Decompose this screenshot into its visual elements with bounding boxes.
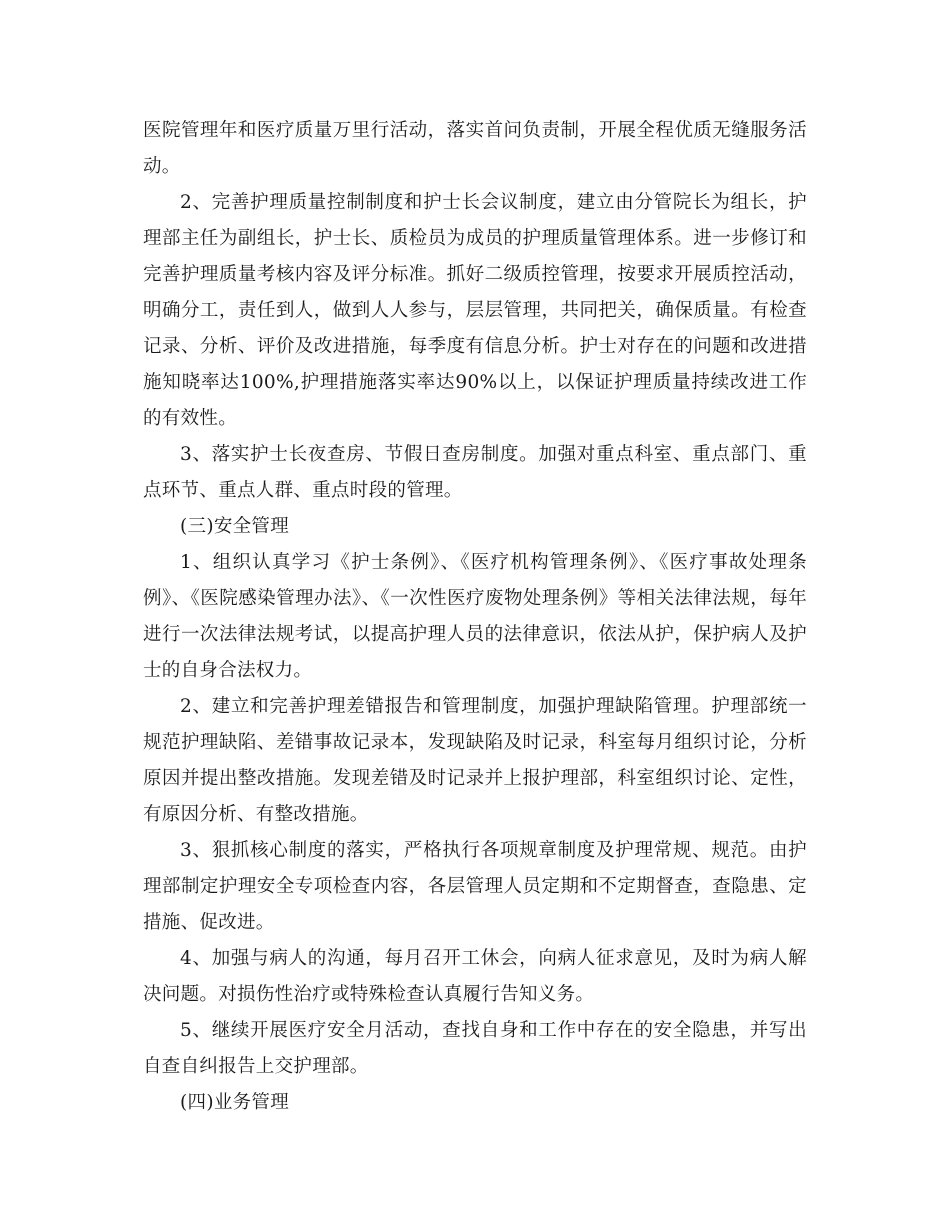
paragraph-item-3: 3、落实护士长夜查房、节假日查房制度。加强对重点科室、重点部门、重点环节、重点人群、重点时段的管理。 (143, 444, 807, 501)
paragraph-safety-4: 4、加强与病人的沟通，每月召开工休会，向病人征求意见，及时为病人解决问题。对损伤性治疗或特殊检查认真履行告知义务。 (143, 948, 807, 1005)
paragraph-safety-2: 2、建立和完善护理差错报告和管理制度，加强护理缺陷管理。护理部统一规范护理缺陷、差错事故记录本，发现缺陷及时记录，科室每月组织讨论，分析原因并提出整改措施。发现差错及时记录并上报护理部，科室组织讨论、定性，有原因分析、有整改措施。 (143, 696, 807, 825)
paragraph-safety-5: 5、继续开展医疗安全月活动，查找自身和工作中存在的安全隐患，并写出自查自纠报告上交护理部。 (143, 1020, 807, 1077)
paragraph-safety-1: 1、组织认真学习《护士条例》、《医疗机构管理条例》、《医疗事故处理条例》、《医院感染管理办法》、《一次性医疗废物处理条例》等相关法律法规，每年进行一次法律法规考试，以提高护理人员的法律意识，依法从护，保护病人及护士的自身合法权力。 (143, 552, 807, 681)
document-body (143, 113, 807, 1121)
paragraph-safety-3: 3、狠抓核心制度的落实，严格执行各项规章制度及护理常规、规范。由护理部制定护理安全专项检查内容，各层管理人员定期和不定期督查，查隐患、定措施、促改进。 (143, 840, 807, 933)
paragraph-item-2: 2、完善护理质量控制制度和护士长会议制度，建立由分管院长为组长，护理部主任为副组长，护士长、质检员为成员的护理质量管理体系。进一步修订和完善护理质量考核内容及评分标准。抓好二级质控管理，按要求开展质控活动，明确分工，责任到人，做到人人参与，层层管理，共同把关，确保质量。有检查记录、分析、评价及改进措施，每季度有信息分析。护士对存在的问题和改进措施知晓率达100%,护理措施落实率达90%以上，以保证护理质量持续改进工作的有效性。 (143, 192, 807, 429)
paragraph-continuation: 医院管理年和医疗质量万里行活动，落实首问负责制，开展全程优质无缝服务活动。 (143, 120, 807, 177)
section-heading-business: (四)业务管理 (180, 1092, 290, 1113)
section-heading-safety: (三)安全管理 (180, 516, 290, 537)
